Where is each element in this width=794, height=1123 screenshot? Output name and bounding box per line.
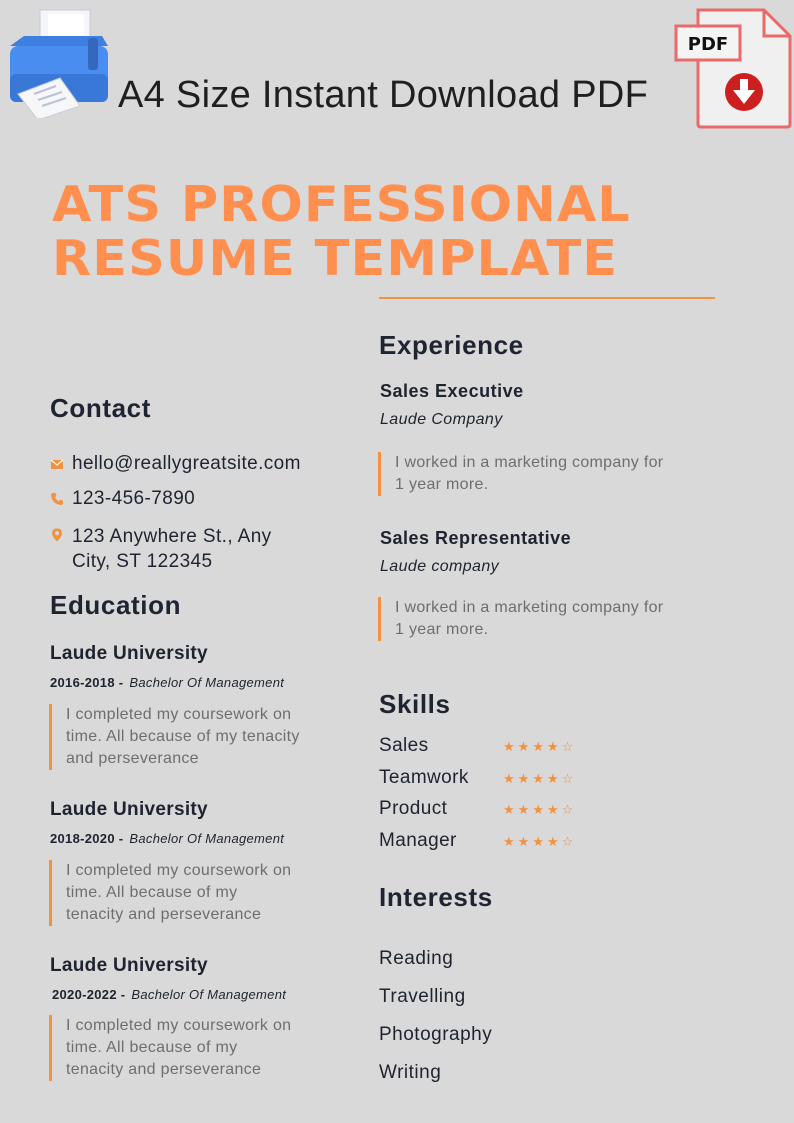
description-line: time. All because of my tenacity xyxy=(66,728,300,745)
skill-name: Product xyxy=(379,798,448,819)
education-period xyxy=(50,675,284,690)
education-period xyxy=(50,831,284,846)
education-school: Laude University xyxy=(50,643,208,664)
skill-row xyxy=(379,798,599,820)
pdf-download-icon[interactable] xyxy=(672,6,794,130)
skill-rating xyxy=(503,803,573,816)
education-degree: Bachelor Of Management xyxy=(129,675,285,690)
experience-job-title: Sales Representative xyxy=(380,528,572,548)
contact-email[interactable]: hello@reallygreatsite.com xyxy=(72,453,301,474)
contact-phone[interactable]: 123-456-7890 xyxy=(72,488,196,509)
education-heading: Education xyxy=(50,590,182,620)
star-filled-icon: ★ xyxy=(503,833,515,849)
skill-row xyxy=(379,767,599,789)
star-filled-icon: ★ xyxy=(532,770,544,786)
education-degree: Bachelor Of Management xyxy=(131,987,287,1002)
star-filled-icon: ★ xyxy=(517,738,530,754)
star-empty-icon: ☆ xyxy=(561,801,574,817)
star-empty-icon: ☆ xyxy=(561,770,574,786)
star-filled-icon: ★ xyxy=(532,801,544,817)
education-years: 2020-2022 - xyxy=(52,987,126,1002)
experience-job-title: Sales Executive xyxy=(380,381,524,401)
star-empty-icon: ☆ xyxy=(561,738,574,754)
description-line: I worked in a marketing company for xyxy=(395,454,664,471)
accent-bar xyxy=(49,704,52,770)
education-description xyxy=(49,1015,291,1081)
description-line: I completed my coursework on xyxy=(66,1017,292,1034)
star-filled-icon: ★ xyxy=(546,833,559,849)
interests-heading: Interests xyxy=(379,882,493,912)
education-degree: Bachelor Of Management xyxy=(129,831,285,846)
description-line: tenacity and perseverance xyxy=(66,1061,262,1078)
experience-heading: Experience xyxy=(379,330,524,360)
star-filled-icon: ★ xyxy=(503,770,515,786)
printer-icon xyxy=(4,8,112,118)
resume-title xyxy=(52,178,631,286)
interest-item: Travelling xyxy=(379,986,466,1007)
star-filled-icon: ★ xyxy=(517,801,530,817)
experience-company: Laude Company xyxy=(380,411,503,428)
address-line-1: 123 Anywhere St., Any xyxy=(72,526,272,547)
description-line: I worked in a marketing company for xyxy=(395,599,664,616)
experience-description xyxy=(378,452,663,496)
star-empty-icon: ☆ xyxy=(561,833,574,849)
star-filled-icon: ★ xyxy=(503,801,515,817)
description-line: time. All because of my xyxy=(66,884,238,901)
education-years: 2016-2018 - xyxy=(50,675,124,690)
address-line-2: City, ST 122345 xyxy=(72,551,213,572)
description-line: 1 year more. xyxy=(395,621,489,638)
experience-company: Laude company xyxy=(380,558,500,575)
accent-bar xyxy=(378,452,381,496)
title-line-1: ATS PROFESSIONAL xyxy=(52,176,631,233)
education-school: Laude University xyxy=(50,799,208,820)
accent-bar xyxy=(49,1015,52,1081)
description-line: I completed my coursework on xyxy=(66,706,292,723)
accent-bar xyxy=(378,597,381,641)
education-years: 2018-2020 - xyxy=(50,831,124,846)
education-description xyxy=(49,704,300,770)
skill-rating xyxy=(503,772,573,785)
skill-name: Teamwork xyxy=(379,767,469,788)
education-period xyxy=(52,987,286,1002)
education-school: Laude University xyxy=(50,955,208,976)
description-line: time. All because of my xyxy=(66,1039,238,1056)
title-line-2: RESUME TEMPLATE xyxy=(52,230,619,287)
interest-item: Writing xyxy=(379,1062,442,1083)
education-description xyxy=(49,860,291,926)
skill-row xyxy=(379,735,599,757)
phone-icon xyxy=(50,492,64,506)
title-divider xyxy=(379,297,715,299)
skill-name: Sales xyxy=(379,735,429,756)
contact-address xyxy=(72,524,272,574)
location-pin-icon xyxy=(50,528,64,542)
star-filled-icon: ★ xyxy=(546,770,559,786)
interest-item: Photography xyxy=(379,1024,493,1045)
contact-phone-row xyxy=(50,486,195,511)
mail-icon xyxy=(50,458,64,472)
accent-bar xyxy=(49,860,52,926)
star-filled-icon: ★ xyxy=(546,738,559,754)
download-banner-text: A4 Size Instant Download PDF xyxy=(118,74,649,116)
skill-row xyxy=(379,830,599,852)
star-filled-icon: ★ xyxy=(532,833,544,849)
description-line: and perseverance xyxy=(66,750,199,767)
skill-name: Manager xyxy=(379,830,457,851)
skill-rating xyxy=(503,835,573,848)
description-line: 1 year more. xyxy=(395,476,489,493)
contact-heading: Contact xyxy=(50,393,151,423)
star-filled-icon: ★ xyxy=(517,770,530,786)
skill-rating xyxy=(503,740,573,753)
star-filled-icon: ★ xyxy=(517,833,530,849)
description-line: tenacity and perseverance xyxy=(66,906,262,923)
star-filled-icon: ★ xyxy=(503,738,515,754)
experience-description xyxy=(378,597,663,641)
star-filled-icon: ★ xyxy=(532,738,544,754)
description-line: I completed my coursework on xyxy=(66,862,292,879)
contact-address-row xyxy=(50,524,272,574)
contact-email-row xyxy=(50,451,301,476)
skills-heading: Skills xyxy=(379,689,451,719)
star-filled-icon: ★ xyxy=(546,801,559,817)
interest-item: Reading xyxy=(379,948,454,969)
pdf-badge-label: PDF xyxy=(687,34,729,55)
